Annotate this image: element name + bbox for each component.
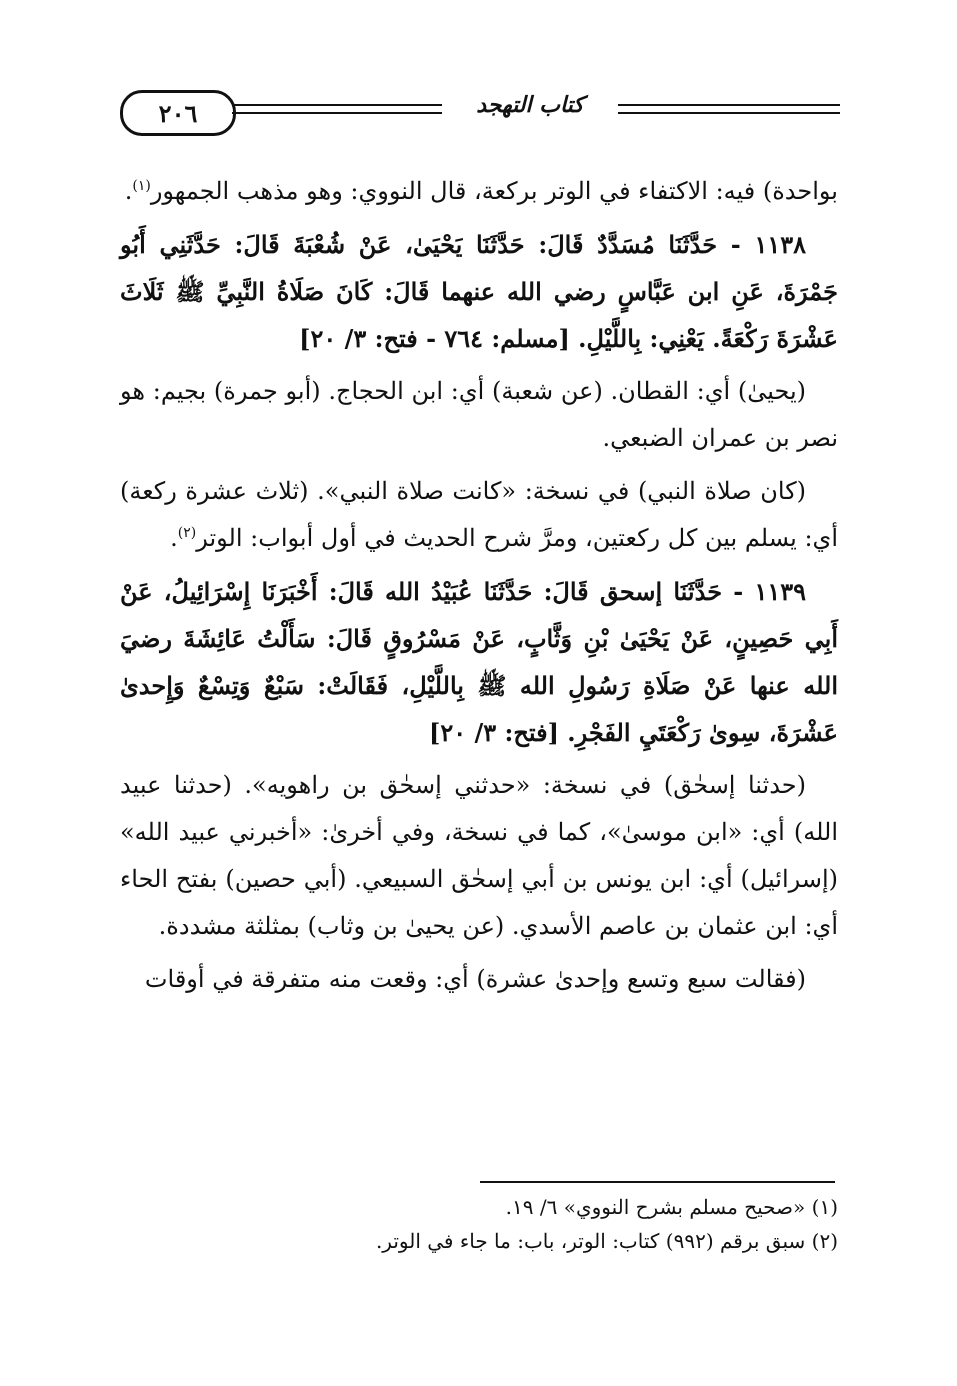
footnote-2: (٢) سبق برقم (٩٩٢) كتاب: الوتر، باب: ما جاء في الوتر. xyxy=(375,1229,838,1253)
hadith-paragraph: ١١٣٩ - حَدَّثَنَا إسحق قَالَ: حَدَّثَنَا عُبَيْدُ الله قَالَ: أَخْبَرَنَا إِسْرَائِيلُ، عَنْ أَبِي حَصِينٍ، عَنْ يَحْيَىٰ بْنِ وَثَّابٍ، عَنْ مَسْرُوقٍ قَالَ: سَأَلْتُ عَائِشَةَ رضيَ الله عنها عَنْ صَلَاةِ رَسُولِ الله ﷺ بِاللَّيْلِ، فَقَالَتْ: سَبْعٌ وَتِسْعٌ وَإِحدىٰ عَشْرَةَ، سِوىٰ رَكْعَتَيِ الفَجْرِ. [فتح: ٣/ ٢٠] xyxy=(120,577,838,747)
commentary-paragraph: (كان صلاة النبي) في نسخة: «كانت صلاة النبي». (ثلاث عشرة ركعة) أي: يسلم بين كل ركعتين، ومرَّ شرح الحديث في أول أبواب: الوتر$^{(٢)}$. xyxy=(120,477,838,552)
commentary-paragraph: (يحيىٰ) أي: القطان. (عن شعبة) أي: ابن الحجاج. (أبو جمرة) بجيم: هو نصر بن عمران الضبعي. xyxy=(120,377,838,452)
page-number: ٢٠٦ xyxy=(120,90,236,136)
header-rule-right xyxy=(618,104,840,106)
main-text xyxy=(120,168,838,1009)
footnote-ref: (٢) xyxy=(177,525,197,541)
footnote-1: (١) «صحيح مسلم بشرح النووي» ٦/ ١٩. xyxy=(505,1195,838,1219)
header-rule-left-2 xyxy=(232,112,442,114)
book-title: كتاب التهجد xyxy=(476,92,584,118)
hadith-paragraph: ١١٣٨ - حَدَّثَنَا مُسَدَّدٌ قَالَ: حَدَّثَنَا يَحْيَىٰ، عَنْ شُعْبَةَ قَالَ: حَدَّثَنِي أَبُو جَمْرَةَ، عَنِ ابن عَبَّاسٍ رضي الله عنهما قَالَ: كَانَ صَلَاةُ النَّبِيِّ ﷺ ثَلَاثَ عَشْرَةَ رَكْعَةً. يَعْنِي: بِاللَّيْلِ. [مسلم: ٧٦٤ - فتح: ٣/ ٢٠] xyxy=(120,230,838,353)
footnote-separator xyxy=(480,1181,835,1183)
footnotes xyxy=(120,1190,838,1258)
commentary-paragraph: (حدثنا إسحٰق) في نسخة: «حدثني إسحٰق بن راهويه». (حدثنا عبيد الله) أي: «ابن موسىٰ»، كما في نسخة، وفي أخرىٰ: «أخبرني عبيد الله» (إسرائيل) أي: ابن يونس بن أبي إسحٰق السبيعي. (أبي حصين) بفتح الحاء أي: ابن عثمان بن عاصم الأسدي. (عن يحيىٰ بن وثاب) بمثلثة مشددة. xyxy=(120,771,838,940)
commentary-paragraph: بواحدة) فيه: الاكتفاء في الوتر بركعة، قال النووي: وهو مذهب الجمهور$^{(١)}$. xyxy=(124,177,838,205)
commentary-paragraph: (فقالت سبع وتسع وإحدىٰ عشرة) أي: وقعت منه متفرقة في أوقات xyxy=(144,965,806,993)
header-rule-left xyxy=(232,104,442,106)
page-header xyxy=(120,90,840,134)
header-rule-right-2 xyxy=(618,112,840,114)
footnote-ref: (١) xyxy=(132,178,151,194)
